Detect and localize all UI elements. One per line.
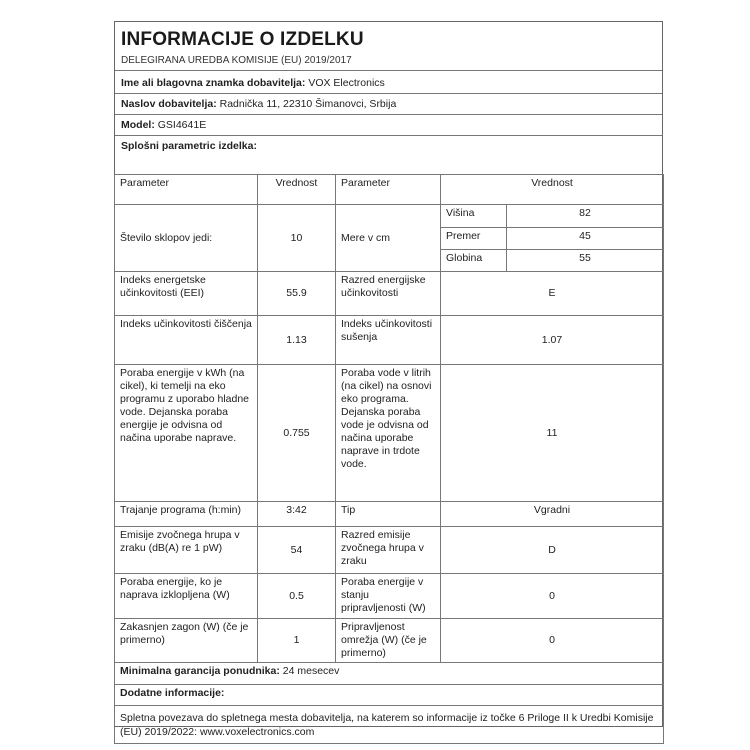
supplier-name-label: Ime ali blagovna znamka dobavitelja: xyxy=(121,77,306,89)
table-row xyxy=(115,205,664,228)
water-consumption-value: 11 xyxy=(441,365,664,502)
depth-label: Globina xyxy=(441,250,507,272)
document-title: INFORMACIJE O IZDELKU xyxy=(121,29,364,50)
duration-value: 3:42 xyxy=(258,502,336,527)
type-label: Tip xyxy=(336,502,441,527)
additional-info-text: Spletna povezava do spletnega mesta dobavitelja, na katerem so informacije iz točke 6 Priloge II k Uredbi Komisije (EU) 2019/2022: xyxy=(120,712,654,738)
water-consumption-label: Poraba vode v litrih (na cikel) na osnovi eko programa. Dejanska poraba vode je odvisna od načina uporabe naprave in trdote vode. xyxy=(336,365,441,502)
noise-value: 54 xyxy=(258,527,336,574)
networked-standby-label: Pripravljenost omrežja (W) (če je primerno) xyxy=(336,619,441,663)
supplier-name-row xyxy=(121,77,385,89)
depth-value: 55 xyxy=(507,250,664,272)
header-parameter: Parameter xyxy=(115,175,258,205)
additional-info-row xyxy=(115,685,664,706)
noise-class-label: Razred emisije zvočnega hrupa v zraku xyxy=(336,527,441,574)
width-label: Premer xyxy=(441,228,507,250)
duration-label: Trajanje programa (h:min) xyxy=(115,502,258,527)
supplier-address-row xyxy=(121,98,396,110)
table-row xyxy=(115,527,664,574)
parameters-table xyxy=(114,174,664,744)
table-row xyxy=(115,502,664,527)
drying-value: 1.07 xyxy=(441,316,664,365)
off-mode-label: Poraba energije, ko je naprava izklopljena (W) xyxy=(115,574,258,619)
supplier-address-label: Naslov dobavitelja: xyxy=(121,98,217,110)
eei-value: 55.9 xyxy=(258,272,336,316)
supplier-address-value: Radnička 11, 22310 Šimanovci, Srbija xyxy=(219,98,397,110)
energy-consumption-label: Poraba energije v kWh (na cikel), ki temelji na eko programu z uporabo hladne vode. Dejanska poraba energije je odvisna od načina uporabe naprave. xyxy=(115,365,258,502)
noise-class-value: D xyxy=(441,527,664,574)
header-value: Vrednost xyxy=(258,175,336,205)
table-row xyxy=(115,619,664,663)
warranty-row xyxy=(115,663,664,685)
off-mode-value: 0.5 xyxy=(258,574,336,619)
supplier-name-value: VOX Electronics xyxy=(308,77,385,89)
model-row xyxy=(121,119,206,131)
standby-label: Poraba energije v stanju pripravljenosti (W) xyxy=(336,574,441,619)
general-parameters-label: Splošni parametric izdelka: xyxy=(121,140,257,152)
additional-info-text-row xyxy=(115,706,664,744)
model-value: GSI4641E xyxy=(157,119,207,131)
dimensions-label: Mere v cm xyxy=(336,205,441,272)
table-row xyxy=(115,365,664,502)
model-label: Model: xyxy=(121,119,155,131)
energy-class-value: E xyxy=(441,272,664,316)
table-row xyxy=(115,272,664,316)
warranty-label: Minimalna garancija ponudnika: xyxy=(120,665,280,677)
table-row xyxy=(115,316,664,365)
drying-label: Indeks učinkovitosti sušenja xyxy=(336,316,441,365)
place-settings-label: Število sklopov jedi: xyxy=(115,205,258,272)
regulation-subtitle: DELEGIRANA UREDBA KOMISIJE (EU) 2019/2017 xyxy=(121,55,352,66)
height-value: 82 xyxy=(507,205,664,228)
cleaning-label: Indeks učinkovitosti čiščenja xyxy=(115,316,258,365)
warranty-value: 24 mesecev xyxy=(282,665,340,677)
additional-info-label: Dodatne informacije: xyxy=(120,687,225,699)
table-row xyxy=(115,574,664,619)
delay-start-value: 1 xyxy=(258,619,336,663)
place-settings-value: 10 xyxy=(258,205,336,272)
height-label: Višina xyxy=(441,205,507,228)
delay-start-label: Zakasnjen zagon (W) (če je primerno) xyxy=(115,619,258,663)
cleaning-value: 1.13 xyxy=(258,316,336,365)
standby-value: 0 xyxy=(441,574,664,619)
general-parameters-section xyxy=(121,140,257,152)
divider xyxy=(115,114,662,115)
noise-label: Emisije zvočnega hrupa v zraku (dB(A) re 1 pW) xyxy=(115,527,258,574)
divider xyxy=(115,93,662,94)
header-value: Vrednost xyxy=(441,175,664,205)
energy-class-label: Razred energijske učinkovitosti xyxy=(336,272,441,316)
divider xyxy=(115,135,662,136)
energy-consumption-value: 0.755 xyxy=(258,365,336,502)
eei-label: Indeks energetske učinkovitosti (EEI) xyxy=(115,272,258,316)
divider xyxy=(115,70,662,71)
header-parameter: Parameter xyxy=(336,175,441,205)
supplier-website-link[interactable]: www.voxelectronics.com xyxy=(199,726,315,738)
type-value: Vgradni xyxy=(441,502,664,527)
networked-standby-value: 0 xyxy=(441,619,664,663)
product-information-sheet xyxy=(114,21,663,738)
table-header-row xyxy=(115,175,664,205)
width-value: 45 xyxy=(507,228,664,250)
